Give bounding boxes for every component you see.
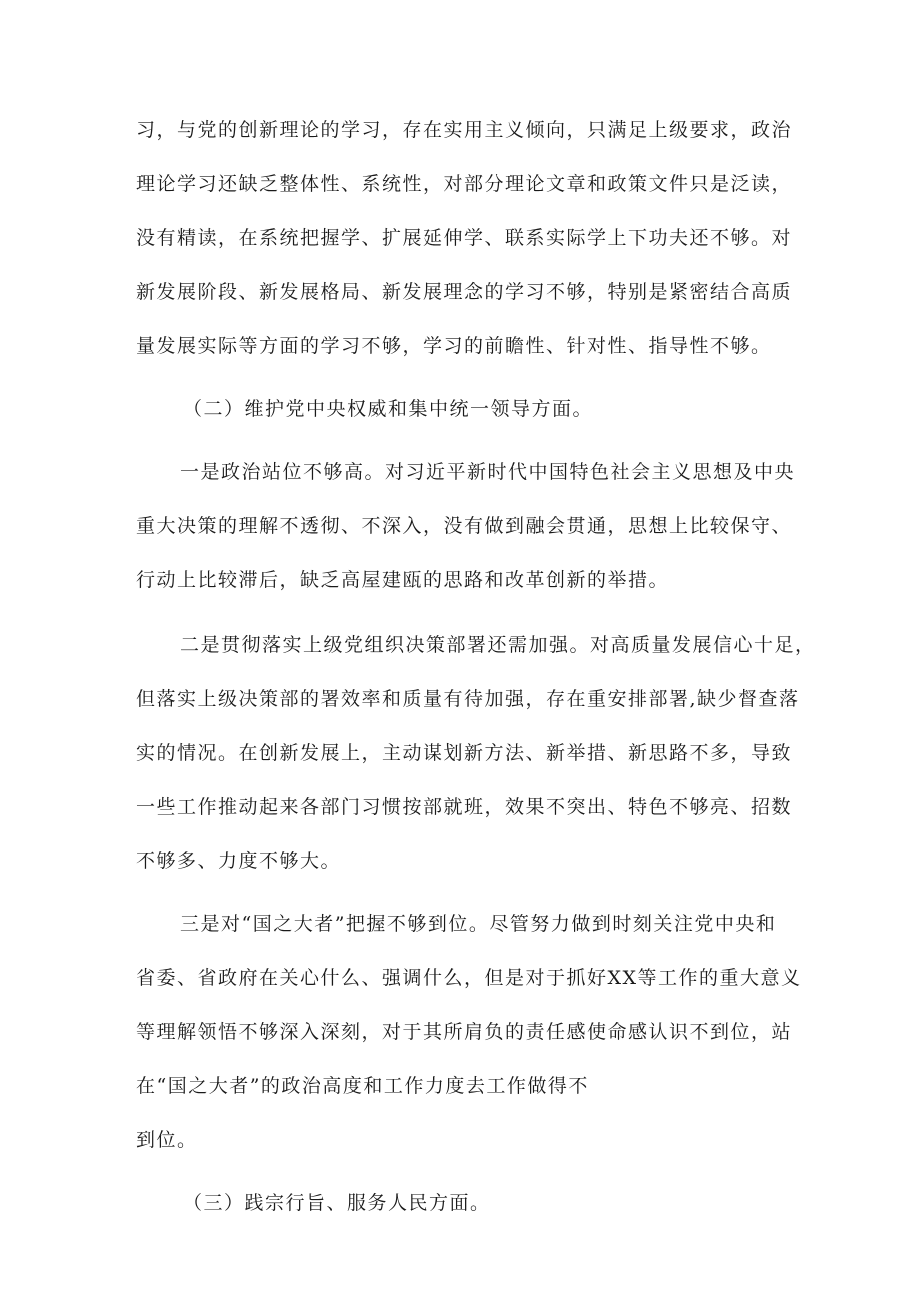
paragraph-line: 一些工作推动起来各部门习惯按部就班，效果不突出、特色不够亮、招数 (136, 796, 793, 818)
paragraph-line: 习，与党的创新理论的学习，存在实用主义倾向，只满足上级要求，政治 (136, 119, 793, 141)
section-two-heading: （二）维护党中央权威和集中统一领导方面。 (183, 398, 594, 420)
paragraph-line: 但落实上级决策部的署效率和质量有待加强，存在重安排部署,缺少督查落 (136, 688, 800, 710)
paragraph-line: 不够多、力度不够大。 (136, 850, 342, 872)
paragraph-line: 量发展实际等方面的学习不够，学习的前瞻性、针对性、指导性不够。 (136, 335, 772, 357)
paragraph-line: 一是政治站位不够高。对习近平新时代中国特色社会主义思想及中央 (180, 461, 796, 483)
paragraph-line: 实的情况。在创新发展上，主动谋划新方法、新举措、新思路不多，导致 (136, 742, 793, 764)
paragraph-line: 三是对“国之大者”把握不够到位。尽管努力做到时刻关注党中央和 (180, 913, 777, 935)
paragraph-line: 省委、省政府在关心什么、强调什么，但是对于抓好XX等工作的重大意义 (136, 967, 802, 989)
paragraph-line: 行动上比较滞后，缺乏高屋建瓯的思路和改革创新的举措。 (136, 569, 670, 591)
paragraph-line: 没有精读，在系统把握学、扩展延伸学、联系实际学上下功夫还不够。对 (136, 227, 793, 249)
paragraph-line: 到位。 (136, 1129, 198, 1151)
paragraph-line: 二是贯彻落实上级党组织决策部署还需加强。对高质量发展信心十足， (180, 634, 816, 656)
paragraph-line: 理论学习还缺乏整体性、系统性，对部分理论文章和政策文件只是泛读， (136, 173, 793, 195)
paragraph-line: 在“国之大者”的政治高度和工作力度去工作做得不 (136, 1075, 589, 1097)
paragraph-line: 重大决策的理解不透彻、不深入，没有做到融会贯通，思想上比较保守、 (136, 515, 793, 537)
paragraph-line: 等理解领悟不够深入深刻，对于其所肩负的责任感使命感认识不到位，站 (136, 1021, 793, 1043)
section-three-heading: （三）践宗行旨、服务人民方面。 (183, 1192, 491, 1214)
paragraph-line: 新发展阶段、新发展格局、新发展理念的学习不够，特别是紧密结合高质 (136, 281, 793, 303)
